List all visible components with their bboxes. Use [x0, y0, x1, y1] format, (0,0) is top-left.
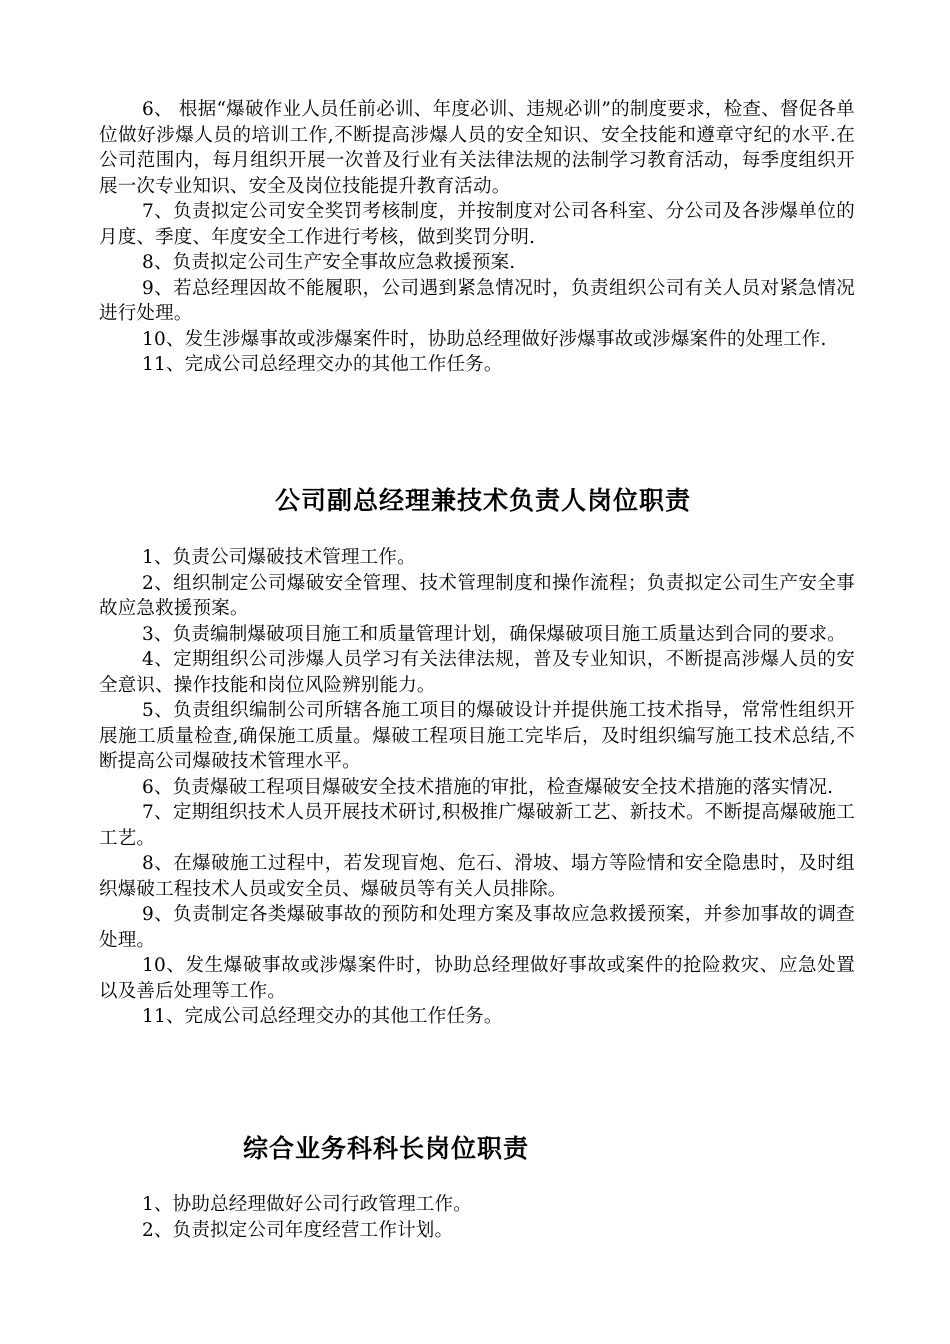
section2-item: 8、在爆破施工过程中，若发现盲炮、危石、滑坡、塌方等险情和安全隐患时，及时组织爆破工程技术人员或安全员、爆破员等有关人员排除。: [99, 853, 855, 900]
section1-item: 6、 根据“爆破作业人员任前必训、年度必训、违规必训”的制度要求，检查、督促各单位做好涉爆人员的培训工作,不断提高涉爆人员的安全知识、安全技能和遵章守纪的水平.在公司范围内，每月组织开展一次普及行业有关法律法规的法制学习教育活动，每季度组织开展一次专业知识、安全及岗位技能提升教育活动。: [99, 99, 855, 197]
section3-list: [99, 1192, 855, 1243]
section2-item: 11、完成公司总经理交办的其他工作任务。: [142, 1006, 503, 1027]
section3-item: 1、协助总经理做好公司行政管理工作。: [142, 1194, 472, 1215]
section2-item: 9、负责制定各类爆破事故的预防和处理方案及事故应急救援预案，并参加事故的调查处理。: [99, 904, 855, 951]
section2-title: 公司副总经理兼技术负责人岗位职责: [275, 486, 692, 515]
section2-list: [99, 545, 855, 1030]
section2-item: 4、定期组织公司涉爆人员学习有关法律法规，普及专业知识，不断提高涉爆人员的安全意识、操作技能和岗位风险辨别能力。: [99, 649, 855, 696]
section2-item: 2、组织制定公司爆破安全管理、技术管理制度和操作流程；负责拟定公司生产安全事故应急救援预案。: [99, 572, 855, 619]
section2-item: 10、发生爆破事故或涉爆案件时，协助总经理做好事故或案件的抢险救灾、应急处置以及善后处理等工作。: [99, 955, 855, 1002]
section1-item: 9、若总经理因故不能履职，公司遇到紧急情况时，负责组织公司有关人员对紧急情况进行处理。: [99, 277, 855, 324]
section1-item: 11、完成公司总经理交办的其他工作任务。: [142, 354, 503, 375]
section2-item: 7、定期组织技术人员开展技术研讨,积极推广爆破新工艺、新技术。不断提高爆破施工工艺。: [99, 802, 855, 849]
section1-item: 10、发生涉爆事故或涉爆案件时，协助总经理做好涉爆事故或涉爆案件的处理工作.: [142, 328, 827, 350]
section2-item: 5、负责组织编制公司所辖各施工项目的爆破设计并提供施工技术指导，常常性组织开展施工质量检查,确保施工质量。爆破工程项目施工完毕后，及时组织编写施工技术总结,不断提高公司爆破技术管理水平。: [99, 700, 855, 772]
section2-item: 3、负责编制爆破项目施工和质量管理计划，确保爆破项目施工质量达到合同的要求。: [142, 623, 846, 645]
section2-item: 1、负责公司爆破技术管理工作。: [142, 547, 416, 568]
section3-item: 2、负责拟定公司年度经营工作计划。: [142, 1219, 454, 1241]
section1-item: 8、负责拟定公司生产安全事故应急救援预案.: [142, 252, 516, 273]
section3-title: 综合业务科科长岗位职责: [243, 1134, 530, 1163]
section2-item: 6、负责爆破工程项目爆破安全技术措施的审批，检查爆破安全技术措施的落实情况.: [142, 776, 834, 798]
section1-list: [99, 97, 855, 378]
section1-item: 7、负责拟定公司安全奖罚考核制度，并按制度对公司各科室、分公司及各涉爆单位的月度、季度、年度安全工作进行考核，做到奖罚分明.: [99, 201, 855, 248]
